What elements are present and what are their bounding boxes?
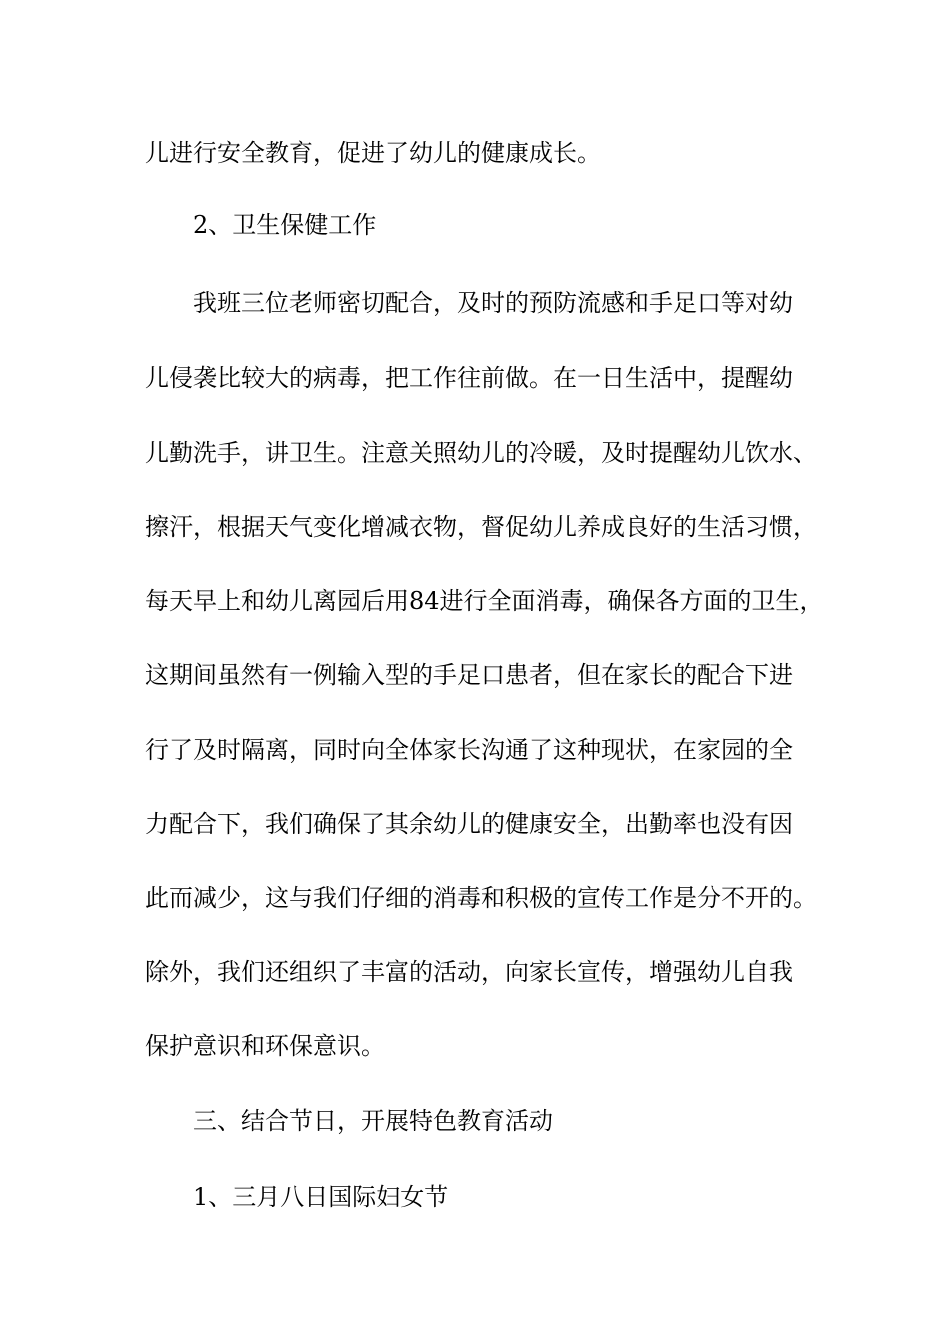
paragraph-line: 这期间虽然有一例输入型的手足口患者，但在家长的配合下进 <box>145 661 793 689</box>
paragraph-line: 儿勤洗手，讲卫生。注意关照幼儿的冷暖，及时提醒幼儿饮水、 <box>145 439 817 467</box>
section-heading: 2、卫生保健工作 <box>193 211 377 239</box>
paragraph-line: 每天早上和幼儿离园后用84进行全面消毒，确保各方面的卫生， <box>145 587 824 615</box>
paragraph-line: 保护意识和环保意识。 <box>145 1032 385 1060</box>
paragraph-line: 儿侵袭比较大的病毒，把工作往前做。在一日生活中，提醒幼 <box>145 364 793 392</box>
paragraph-line: 擦汗，根据天气变化增减衣物，督促幼儿养成良好的生活习惯， <box>145 513 817 541</box>
paragraph-line: 我班三位老师密切配合，及时的预防流感和手足口等对幼 <box>193 289 793 317</box>
paragraph-line: 行了及时隔离，同时向全体家长沟通了这种现状，在家园的全 <box>145 736 793 764</box>
paragraph-line: 力配合下，我们确保了其余幼儿的健康安全，出勤率也没有因 <box>145 810 793 838</box>
subsection-heading: 1、三月八日国际妇女节 <box>193 1183 449 1211</box>
paragraph-line: 此而减少，这与我们仔细的消毒和积极的宣传工作是分不开的。 <box>145 884 817 912</box>
paragraph-line: 除外，我们还组织了丰富的活动，向家长宣传，增强幼儿自我 <box>145 958 793 986</box>
paragraph-line: 儿进行安全教育，促进了幼儿的健康成长。 <box>145 139 601 167</box>
section-heading: 三、结合节日，开展特色教育活动 <box>193 1107 553 1135</box>
